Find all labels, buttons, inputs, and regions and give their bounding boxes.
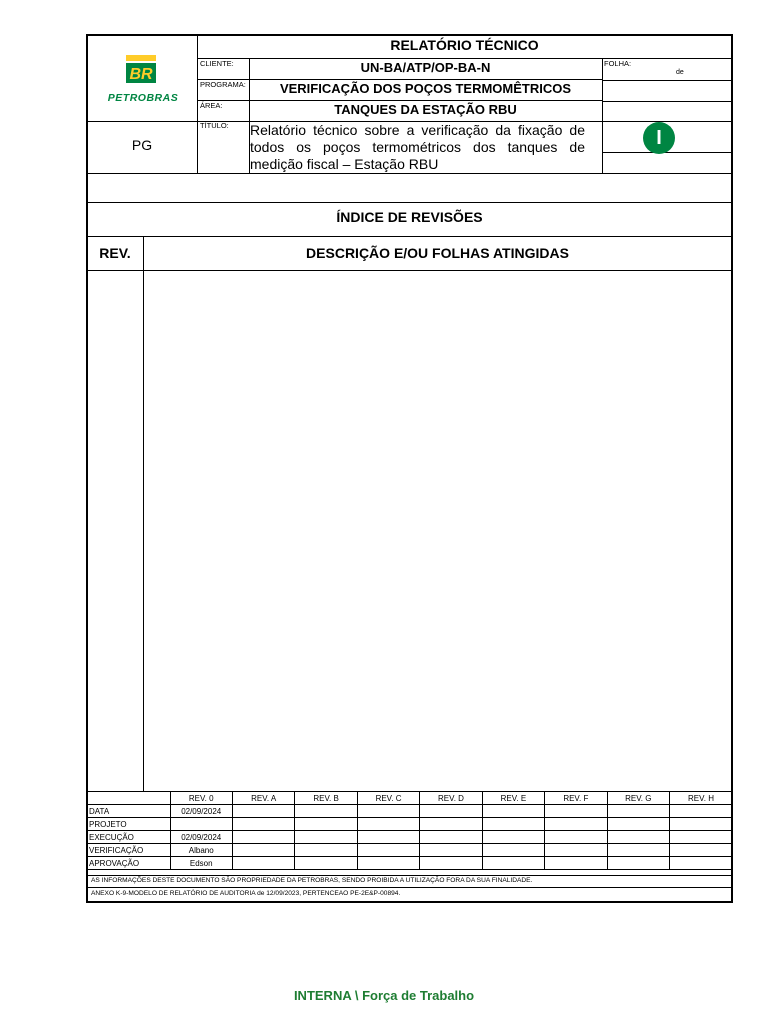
rev-cell: [482, 844, 544, 857]
rev-cell: [607, 805, 669, 818]
rev-cell: [482, 805, 544, 818]
rev-cell: [420, 844, 482, 857]
row-label: VERIFICAÇÃO: [87, 844, 170, 857]
rev-cell: [295, 831, 357, 844]
titulo-label: TÍTULO:: [200, 121, 229, 130]
rev-cell: [295, 857, 357, 870]
rev-cell: [482, 831, 544, 844]
row-label: APROVAÇÃO: [87, 857, 170, 870]
rev-cell: [232, 844, 294, 857]
rev-column-header-cell: REV. G: [607, 792, 669, 805]
pg-label: PG: [131, 137, 153, 153]
revisions-header-line: [87, 270, 732, 271]
rev-cell: [357, 831, 419, 844]
petrobras-logo: [87, 35, 197, 121]
notice-top-line: [87, 875, 732, 876]
rev-cell: [607, 831, 669, 844]
revisions-title: ÍNDICE DE REVISÕES: [336, 209, 483, 225]
rev-column-header-cell: REV. 0: [170, 792, 232, 805]
rev-cell: Albano: [170, 844, 232, 857]
cliente-label: CLIENTE:: [200, 59, 234, 68]
cliente-row-line: [197, 79, 603, 80]
folha-divider: [602, 58, 603, 174]
header-divider-logo: [197, 35, 198, 174]
rev-cell: [357, 844, 419, 857]
table-row: [87, 844, 732, 857]
rev-cell: Edson: [170, 857, 232, 870]
rev-cell: [295, 805, 357, 818]
header-bottom-line: [87, 173, 732, 174]
rev-cell: 02/09/2024: [170, 805, 232, 818]
row-label: EXECUÇÃO: [87, 831, 170, 844]
table-corner-cell: [87, 792, 170, 805]
area-value: TANQUES DA ESTAÇÃO RBU: [334, 102, 517, 117]
cliente-value: UN-BA/ATP/OP-BA-N: [360, 60, 491, 75]
revisions-title-line: [87, 236, 732, 237]
titulo-value: Relatório técnico sobre a verificação da fixação de todos os poços termométricos dos tanques de medição fiscal – Estação RBU: [250, 122, 585, 172]
rev-column-header-cell: REV. F: [545, 792, 607, 805]
rev-column-header: REV.: [99, 245, 131, 261]
rev-cell: [357, 805, 419, 818]
svg-text:PETROBRAS: PETROBRAS: [107, 92, 179, 104]
rev-cell: [670, 831, 733, 844]
title-row-line: [197, 58, 732, 59]
doc-type-title: RELATÓRIO TÉCNICO: [390, 37, 539, 53]
programa-label: PROGRAMA:: [200, 80, 246, 89]
notice-text: AS INFORMAÇÕES DESTE DOCUMENTO SÃO PROPRIEDADE DA PETROBRAS, SENDO PROIBIDA A UTILIZAÇÃO FORA DA SUA FINALIDADE.: [91, 877, 533, 884]
rev-cell: [357, 818, 419, 831]
blank-row-line: [87, 202, 732, 203]
logo-bottom-line: [87, 121, 198, 122]
rev-cell: [607, 844, 669, 857]
description-column-header: DESCRIÇÃO E/OU FOLHAS ATINGIDAS: [306, 245, 569, 261]
rev-cell: [170, 818, 232, 831]
rev-column-header-cell: REV. B: [295, 792, 357, 805]
table-row: [87, 831, 732, 844]
rev-column-header-cell: REV. E: [482, 792, 544, 805]
area-label: ÁREA:: [200, 101, 223, 110]
annex-text: ANEXO K-9-MODELO DE RELATÓRIO DE AUDITORIA de 12/09/2023, PERTENCEAO PE-2E&P-00894.: [91, 890, 401, 897]
rev-cell: [607, 857, 669, 870]
rev-cell: [295, 818, 357, 831]
revision-table: [87, 792, 732, 876]
row-label: DATA: [87, 805, 170, 818]
folha-label: FOLHA:: [604, 59, 632, 68]
programa-row-line: [197, 100, 603, 101]
rev-cell: [545, 818, 607, 831]
badge-bottom-line: [602, 152, 732, 153]
rev-cell: [357, 857, 419, 870]
rev-cell: [545, 857, 607, 870]
rev-cell: [232, 805, 294, 818]
rev-cell: 02/09/2024: [170, 831, 232, 844]
rev-cell: [670, 844, 733, 857]
rev-cell: [482, 818, 544, 831]
table-row: [87, 857, 732, 870]
table-row: [87, 805, 732, 818]
rev-cell: [670, 818, 733, 831]
table-row: [87, 818, 732, 831]
rev-cell: [545, 831, 607, 844]
rev-cell: [420, 857, 482, 870]
folha-bottom-line: [602, 80, 732, 81]
rev-column-header-cell: REV. H: [670, 792, 733, 805]
rev-cell: [232, 831, 294, 844]
svg-text:BR: BR: [129, 66, 153, 83]
classification-badge: I: [643, 122, 675, 154]
rev-cell: [545, 844, 607, 857]
revision-table-header: [87, 792, 732, 805]
annex-top-line: [87, 887, 732, 888]
rev-cell: [420, 818, 482, 831]
revision-table-grid: [87, 792, 732, 870]
rev-column-header-cell: REV. D: [420, 792, 482, 805]
folha-row-line: [602, 101, 732, 102]
rev-cell: [545, 805, 607, 818]
rev-column-divider: [143, 236, 144, 791]
classification-footer: INTERNA \ Força de Trabalho: [293, 988, 475, 1003]
row-label: PROJETO: [87, 818, 170, 831]
rev-column-header-cell: REV. C: [357, 792, 419, 805]
rev-cell: [607, 818, 669, 831]
rev-cell: [232, 857, 294, 870]
rev-cell: [482, 857, 544, 870]
rev-cell: [670, 857, 733, 870]
rev-cell: [295, 844, 357, 857]
rev-column-header-cell: REV. A: [232, 792, 294, 805]
programa-value: VERIFICAÇÃO DOS POÇOS TERMOMÊTRICOS: [279, 81, 572, 96]
br-logo-icon: [87, 35, 197, 121]
folha-de: de: [676, 69, 684, 76]
rev-cell: [232, 818, 294, 831]
rev-cell: [420, 831, 482, 844]
rev-cell: [420, 805, 482, 818]
rev-cell: [670, 805, 733, 818]
